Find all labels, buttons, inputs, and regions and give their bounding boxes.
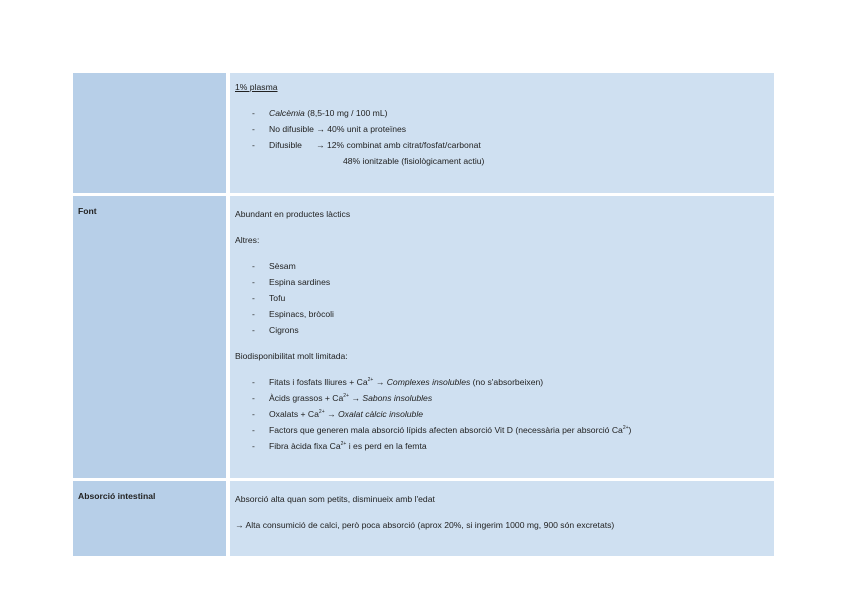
list-item: - Calcèmia (8,5-10 mg / 100 mL): [252, 105, 769, 121]
font-intro: Abundant en productes làctics: [235, 209, 351, 219]
plasma-heading: 1% plasma: [235, 82, 278, 92]
table-row: [73, 480, 774, 557]
row-content-font: [228, 195, 774, 480]
plasma-subline: 48% ionitzable (fisiològicament actiu): [343, 156, 485, 166]
bio-list: [235, 374, 769, 454]
table-row: [73, 73, 774, 195]
list-item: - Sèsam: [252, 258, 769, 274]
table-row: [73, 195, 774, 480]
bio-label: Biodisponibilitat molt limitada:: [235, 351, 348, 361]
plasma-list: [235, 105, 769, 153]
list-item: - Cigrons: [252, 322, 769, 338]
list-item: - Difusible → 12% combinat amb citrat/fosfat/carbonat: [252, 137, 769, 153]
list-item: - Fitats i fosfats lliures + $Ca^{2+}$ → Complexes insolubles (no s'absorbeixen): [252, 374, 769, 390]
list-item: - Fibra àcida fixa $Ca^{2+}$ i es perd en la femta: [252, 438, 769, 454]
row-label-empty: [73, 73, 228, 195]
list-item: - Oxalats + $Ca^{2+}$ → Oxalat càlcic insoluble: [252, 406, 769, 422]
list-item: - Àcids grassos + $Ca^{2+}$ → Sabons insolubles: [252, 390, 769, 406]
list-item: - Espina sardines: [252, 274, 769, 290]
row-content-absorcio: [228, 480, 774, 557]
document-table: [73, 73, 774, 556]
row-label-font: Font: [73, 195, 228, 480]
absorcio-line2: → Alta consumició de calci, però poca absorció (aprox 20%, si ingerim 1000 mg, 900 són excretats): [235, 520, 615, 530]
absorcio-line1: Absorció alta quan som petits, disminueix amb l'edat: [235, 494, 435, 504]
list-item: - Espinacs, bròcoli: [252, 306, 769, 322]
list-item: - Factors que generen mala absorció lípids afecten absorció Vit D (necessària per absorció $Ca^{2+}$): [252, 422, 769, 438]
list-item: - No difusible → 40% unit a proteïnes: [252, 121, 769, 137]
others-list: [235, 258, 769, 338]
row-content-plasma: [228, 73, 774, 195]
row-label-absorcio: Absorció intestinal: [73, 480, 228, 557]
list-item: - Tofu: [252, 290, 769, 306]
others-label: Altres:: [235, 235, 260, 245]
